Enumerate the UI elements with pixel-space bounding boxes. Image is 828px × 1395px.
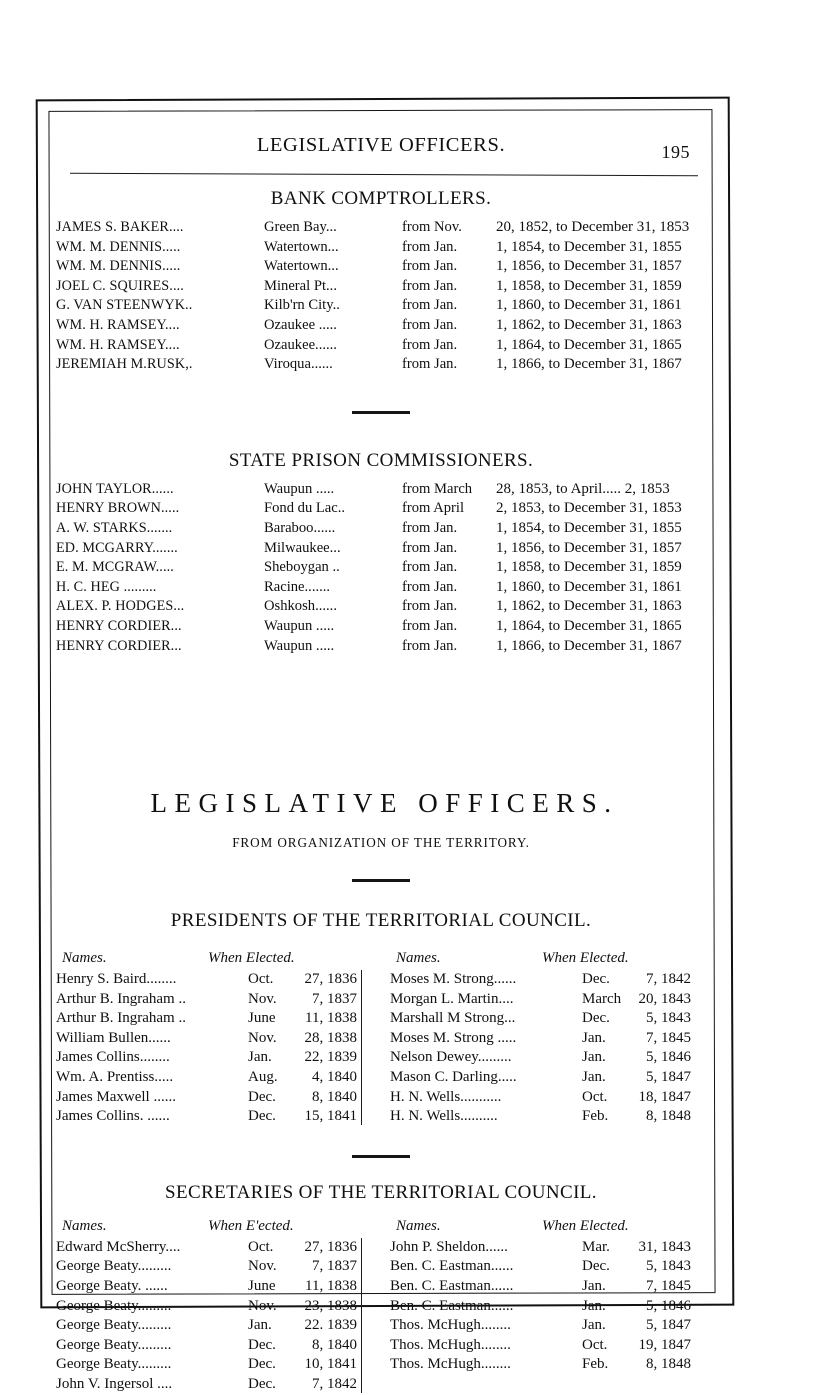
roster-row-dates: 1, 1856, to December 31, 1857 (496, 539, 682, 556)
column-header-when-elected: When Elected. (542, 1217, 629, 1234)
section-heading-state-prison-commissioners: STATE PRISON COMMISSIONERS. (228, 449, 534, 471)
council-row-date: 5, 1846 (646, 1297, 691, 1314)
council-row-date: 18, 1847 (638, 1088, 691, 1105)
roster-row-name: HENRY BROWN..... (56, 500, 180, 517)
council-row-month: Dec. (582, 971, 610, 988)
presidents-council-table (56, 948, 706, 1127)
council-row-name: James Collins........ (56, 1049, 170, 1066)
council-row-date: 15, 1841 (304, 1108, 357, 1125)
roster-row-dates: 2, 1853, to December 31, 1853 (496, 500, 682, 517)
secretaries-right-column-headers (390, 1216, 695, 1238)
council-row-month: Jan. (582, 1029, 606, 1046)
roster-row-from: from Jan. (402, 316, 458, 333)
council-row-name: Thos. McHugh........ (390, 1356, 511, 1373)
roster-row-place: Waupun ..... (264, 617, 335, 634)
council-row-month: Aug. (248, 1069, 278, 1086)
roster-row-from: from Jan. (402, 539, 458, 556)
roster-row-from: from Jan. (402, 297, 458, 314)
council-row-name: Morgan L. Martin.... (390, 990, 514, 1007)
council-row-month: March (582, 990, 622, 1007)
council-row-name: George Beaty......... (56, 1336, 172, 1353)
roster-row-name: JEREMIAH M.RUSK,. (56, 356, 193, 373)
council-row-date: 27, 1836 (304, 1238, 357, 1255)
council-row-month: Dec. (248, 1108, 276, 1125)
council-row-name: Ben. C. Eastman...... (390, 1297, 514, 1314)
roster-row-name: HENRY CORDIER... (56, 617, 182, 634)
council-row-month: Jan. (582, 1297, 606, 1314)
roster-row-from: from April (402, 500, 465, 517)
council-row-name: John P. Sheldon...... (390, 1238, 508, 1255)
roster-row-place: Viroqua...... (264, 356, 333, 373)
roster-row-dates: 1, 1864, to December 31, 1865 (496, 617, 682, 634)
roster-row-place: Ozaukee...... (264, 336, 337, 353)
council-row-date: 8, 1848 (646, 1356, 691, 1373)
roster-row-name: WM. M. DENNIS..... (56, 258, 181, 275)
roster-row-name: JOHN TAYLOR...... (56, 480, 174, 497)
council-row-date: 11, 1838 (305, 1010, 357, 1027)
council-row-date: 20, 1843 (638, 990, 691, 1007)
roster-row-place: Oshkosh...... (264, 598, 337, 615)
council-row-date: 19, 1847 (638, 1336, 691, 1353)
section-heading-bank-comptrollers: BANK COMPTROLLERS. (270, 188, 492, 209)
roster-row-from: from Jan. (402, 617, 458, 634)
roster-row-dates: 1, 1858, to December 31, 1859 (496, 559, 682, 576)
council-row-month: Dec. (582, 1010, 610, 1027)
roster-row-from: from Jan. (402, 258, 458, 275)
secretaries-left-column-headers (56, 1216, 361, 1238)
column-header-names: Names. (396, 950, 441, 967)
council-row-date: 28, 1838 (304, 1029, 357, 1046)
council-row-month: Nov. (248, 1297, 277, 1314)
council-row-date: 22. 1839 (304, 1317, 357, 1334)
display-subtitle: FROM ORGANIZATION OF THE TERRITORY. (232, 835, 530, 851)
council-row-month: Dec. (248, 1088, 276, 1105)
column-header-when-elected: When Elected. (542, 950, 629, 967)
roster-row-from: from March (402, 480, 473, 497)
council-row-month: Jan. (582, 1278, 606, 1295)
roster-row-place: Milwaukee... (264, 539, 341, 556)
council-row-month: June (248, 1010, 276, 1027)
roster-row-dates: 1, 1866, to December 31, 1867 (496, 637, 682, 654)
roster-row-place: Kilb'rn City.. (264, 297, 340, 314)
presidents-right-column (362, 948, 695, 1127)
council-row-date: 7, 1845 (646, 1278, 691, 1295)
roster-row-dates: 1, 1866, to December 31, 1867 (496, 356, 682, 373)
secretaries-right-rows (390, 1238, 695, 1375)
council-row-month: Dec. (248, 1356, 276, 1373)
roster-row-name: WM. M. DENNIS..... (56, 238, 181, 255)
council-row-month: Dec. (248, 1336, 276, 1353)
roster-row-place: Racine....... (264, 578, 331, 595)
council-row-date: 8, 1840 (312, 1088, 357, 1105)
roster-row-from: from Jan. (402, 637, 458, 654)
council-row-name: William Bullen...... (56, 1029, 171, 1046)
council-row-month: June (248, 1278, 276, 1295)
roster-row-dates: 20, 1852, to December 31, 1853 (496, 219, 690, 235)
roster-row-dates: 1, 1862, to December 31, 1863 (496, 316, 682, 333)
roster-row-name: A. W. STARKS....... (56, 519, 173, 536)
roster-row-place: Sheboygan .. (264, 559, 340, 576)
council-row-date: 5, 1846 (646, 1049, 691, 1066)
council-row-month: Jan. (582, 1317, 606, 1334)
roster-row-dates: 28, 1853, to April..... 2, 1853 (496, 480, 670, 497)
council-row-date: 5, 1843 (646, 1258, 691, 1275)
column-header-when-elected: When Elected. (208, 950, 295, 967)
roster-row-name: JOEL C. SQUIRES.... (56, 277, 184, 294)
roster-row-place: Green Bay... (264, 219, 337, 235)
council-row-name: Thos. McHugh........ (390, 1317, 511, 1334)
council-row-month: Mar. (582, 1238, 610, 1255)
council-row-date: 7, 1837 (312, 990, 357, 1007)
roster-row-place: Baraboo...... (264, 519, 336, 536)
council-row-date: 8, 1840 (312, 1336, 357, 1353)
running-head (56, 116, 706, 168)
council-row-month: Jan. (248, 1317, 272, 1334)
council-row-name: H. N. Wells........... (390, 1088, 502, 1105)
council-row-name: George Beaty. ...... (56, 1278, 168, 1295)
roster-row-place: Waupun ..... (264, 480, 335, 497)
roster-row-place: Watertown... (264, 238, 339, 255)
roster-row-from: from Jan. (402, 578, 458, 595)
council-row-month: Jan. (248, 1049, 272, 1066)
state-prison-commissioners-list (56, 480, 706, 656)
roster-row-dates: 1, 1860, to December 31, 1861 (496, 297, 682, 314)
council-row-name: James Maxwell ...... (56, 1088, 176, 1105)
roster-row-name: ED. MCGARRY....... (56, 539, 178, 556)
council-row-name: George Beaty......... (56, 1356, 172, 1373)
column-header-names: Names. (62, 950, 107, 967)
council-row-month: Nov. (248, 1258, 277, 1275)
roster-row-name: HENRY CORDIER... (56, 637, 182, 654)
council-row-name: Mason C. Darling..... (390, 1069, 517, 1086)
roster-row-place: Waupun ..... (264, 637, 335, 654)
council-row-month: Feb. (582, 1108, 609, 1125)
presidents-left-rows (56, 970, 361, 1127)
council-row-name: Henry S. Baird........ (56, 971, 177, 988)
council-row-name: Edward McSherry.... (56, 1238, 181, 1255)
display-title: LEGISLATIVE OFFICERS. (150, 788, 619, 819)
presidents-left-column (56, 948, 361, 1127)
roster-row-name: WM. H. RAMSEY.... (56, 336, 180, 353)
council-row-name: Marshall M Strong... (390, 1010, 516, 1027)
council-row-name: George Beaty......... (56, 1317, 172, 1334)
section-heading-secretaries-territorial-council: SECRETARIES OF THE TERRITORIAL COUNCIL. (165, 1181, 597, 1203)
roster-row-name: G. VAN STEENWYK.. (56, 297, 193, 314)
secretaries-left-column (56, 1216, 361, 1395)
council-row-date: 7, 1845 (646, 1029, 691, 1046)
council-row-name: Ben. C. Eastman...... (390, 1258, 514, 1275)
page-title: LEGISLATIVE OFFICERS. (256, 134, 506, 156)
roster-row-dates: 1, 1858, to December 31, 1859 (496, 277, 682, 294)
council-row-name: Arthur B. Ingraham .. (56, 1010, 186, 1027)
roster-row-from: from Jan. (402, 277, 458, 294)
council-row-month: Dec. (248, 1376, 276, 1392)
bank-comptrollers-list (56, 218, 706, 375)
council-row-date: 7, 1842 (312, 1376, 357, 1392)
roster-row-from: from Jan. (402, 559, 458, 576)
roster-row-from: from Nov. (402, 219, 462, 235)
council-row-name: George Beaty......... (56, 1297, 172, 1314)
council-row-month: Nov. (248, 1029, 277, 1046)
secretaries-left-rows (56, 1238, 361, 1395)
roster-row-dates: 1, 1864, to December 31, 1865 (496, 336, 682, 353)
column-header-names: Names. (62, 1217, 107, 1234)
council-row-date: 11, 1838 (305, 1278, 357, 1295)
council-row-name: Moses M. Strong...... (390, 971, 517, 988)
roster-row-name: H. C. HEG ......... (56, 578, 157, 595)
council-row-month: Feb. (582, 1356, 609, 1373)
roster-row-from: from Jan. (402, 238, 458, 255)
council-row-month: Oct. (582, 1336, 608, 1353)
council-row-date: 5, 1847 (646, 1317, 691, 1334)
council-row-date: 7, 1837 (312, 1258, 357, 1275)
roster-row-from: from Jan. (402, 598, 458, 615)
presidents-right-rows (390, 970, 695, 1127)
council-row-date: 31, 1843 (638, 1238, 691, 1255)
section-heading-presidents-territorial-council: PRESIDENTS OF THE TERRITORIAL COUNCIL. (170, 910, 592, 932)
presidents-right-column-headers (390, 948, 695, 970)
roster-row-place: Fond du Lac.. (264, 500, 346, 517)
page-content (56, 116, 706, 1392)
roster-row-from: from Jan. (402, 356, 458, 373)
roster-row-place: Ozaukee ..... (264, 316, 337, 333)
roster-row-dates: 1, 1856, to December 31, 1857 (496, 258, 682, 275)
council-row-month: Oct. (582, 1088, 608, 1105)
roster-row-dates: 1, 1860, to December 31, 1861 (496, 578, 682, 595)
council-row-date: 22, 1839 (304, 1049, 357, 1066)
council-row-date: 7, 1842 (646, 971, 691, 988)
council-row-name: Ben. C. Eastman...... (390, 1278, 514, 1295)
council-row-month: Oct. (248, 971, 274, 988)
council-row-date: 5, 1847 (646, 1069, 691, 1086)
council-row-date: 4, 1840 (312, 1069, 357, 1086)
roster-row-dates: 1, 1854, to December 31, 1855 (496, 238, 682, 255)
council-row-name: James Collins. ...... (56, 1108, 170, 1125)
council-row-name: Thos. McHugh........ (390, 1336, 511, 1353)
roster-row-name: WM. H. RAMSEY.... (56, 316, 180, 333)
council-row-month: Jan. (582, 1069, 606, 1086)
roster-row-name: ALEX. P. HODGES... (56, 598, 185, 615)
council-row-date: 23, 1838 (304, 1297, 357, 1314)
council-row-date: 10, 1841 (304, 1356, 357, 1373)
council-row-date: 27, 1836 (304, 971, 357, 988)
roster-row-from: from Jan. (402, 336, 458, 353)
secretaries-right-column (362, 1216, 695, 1395)
council-row-month: Dec. (582, 1258, 610, 1275)
council-row-month: Oct. (248, 1238, 274, 1255)
presidents-left-column-headers (56, 948, 361, 970)
roster-row-dates: 1, 1854, to December 31, 1855 (496, 519, 682, 536)
council-row-name: Arthur B. Ingraham .. (56, 990, 186, 1007)
council-row-name: Moses M. Strong ..... (390, 1029, 517, 1046)
council-row-name: H. N. Wells.......... (390, 1108, 498, 1125)
council-row-name: Nelson Dewey......... (390, 1049, 512, 1066)
column-header-when-elected: When E'ected. (208, 1217, 294, 1234)
column-header-names: Names. (396, 1217, 441, 1234)
council-row-name: John V. Ingersol .... (56, 1376, 173, 1392)
roster-row-name: JAMES S. BAKER.... (56, 219, 184, 235)
roster-row-from: from Jan. (402, 519, 458, 536)
roster-row-name: E. M. MCGRAW..... (56, 559, 174, 576)
council-row-name: Wm. A. Prentiss..... (56, 1069, 174, 1086)
roster-row-dates: 1, 1862, to December 31, 1863 (496, 598, 682, 615)
council-row-date: 8, 1848 (646, 1108, 691, 1125)
roster-row-place: Watertown... (264, 258, 339, 275)
roster-row-place: Mineral Pt... (264, 277, 337, 294)
page-number: 195 (661, 142, 690, 162)
council-row-month: Nov. (248, 990, 277, 1007)
council-row-name: George Beaty......... (56, 1258, 172, 1275)
council-row-date: 5, 1843 (646, 1010, 691, 1027)
secretaries-council-table (56, 1216, 706, 1395)
council-row-month: Jan. (582, 1049, 606, 1066)
